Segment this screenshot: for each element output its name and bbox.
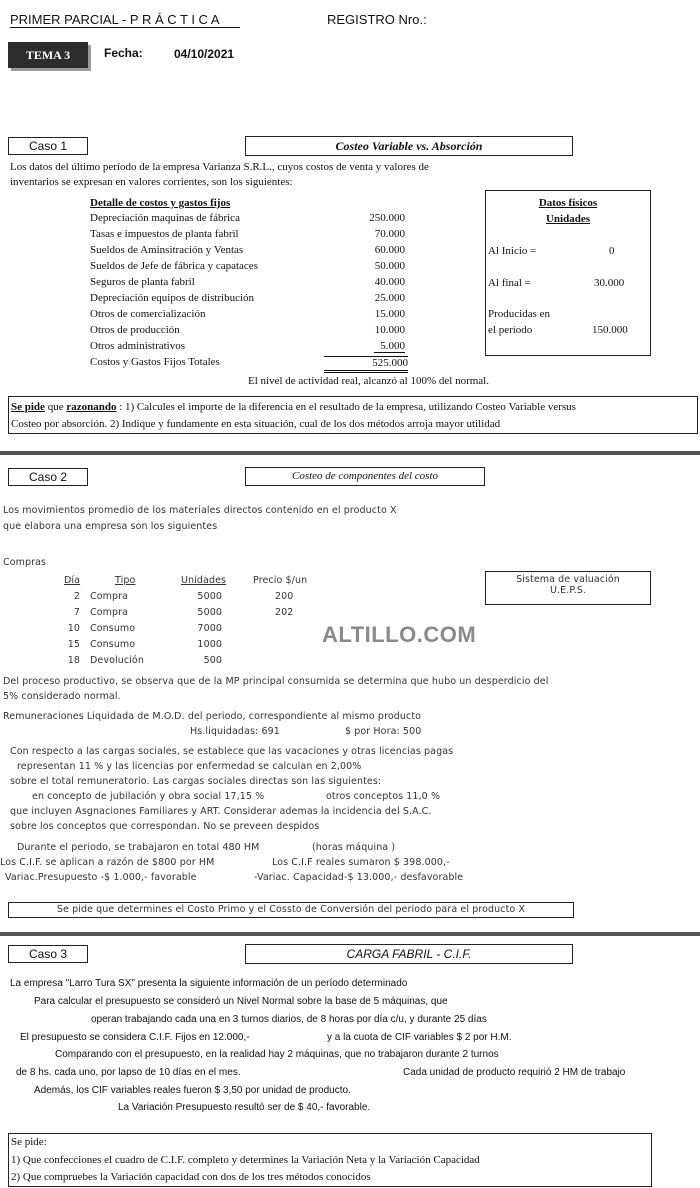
datos-sub: Unidades (545, 213, 591, 225)
cost-value: 50.000 (374, 260, 405, 272)
caso1-se-pide-box (8, 396, 698, 434)
se-pide-rest-1: : 1) Calcules el importe de la diferencia en el resultado de la empresa, utilizando Costeo Variable versus (116, 401, 576, 413)
caso3-pide-2: 1) Que confecciones el cuadro de C.I.F. completo y determines la Variación Neta y la Variación Capacidad (11, 1154, 480, 1166)
al-final-label: Al final = (488, 277, 531, 289)
cost-label: Tasas e impuestos de planta fabril (90, 228, 239, 240)
cost-label: Sueldos de Aminsitración y Ventas (90, 244, 244, 256)
movimientos-table (40, 591, 340, 671)
tema-badge (8, 42, 88, 68)
cost-row (90, 340, 408, 356)
detail-header: Detalle de costos y gastos fijos (90, 197, 231, 209)
table-row (40, 623, 340, 639)
table-row (40, 591, 340, 607)
caso3-l8: La Variación Presupuesto resultó ser de $ 40,- favorable. (118, 1102, 371, 1113)
cost-row (90, 276, 408, 292)
cell-tipo: Compra (90, 607, 129, 618)
producidas-label-1: Producidas en (488, 308, 551, 320)
caso2-intro-2: que elabora una empresa son los siguientes (3, 521, 218, 532)
caso2-intro-1: Los movimientos promedio de los materiales directos contenido en el producto X (3, 505, 397, 516)
caso2-p11: Los C.I.F. se aplican a razón de $800 por HM (0, 857, 215, 868)
page-title: PRIMER PARCIAL - P R Á C T I C A (10, 12, 220, 27)
caso2-p9: sobre los conceptos que correspondan. No se preveen despidos (10, 821, 320, 832)
caso2-p12b: -Variac. Capacidad-$ 13.000,- desfavorable (254, 872, 464, 883)
cost-value: 10.000 (374, 324, 405, 336)
caso2-p7: en concepto de jubilación y obra social 17,15 % (32, 791, 265, 802)
title-underline (10, 27, 240, 28)
cost-row (90, 324, 408, 340)
caso3-l5: Comparando con el presupuesto, en la realidad hay 2 máquinas, que no trabajaron durante 2 turnos (55, 1049, 499, 1060)
sistema-value: U.E.P.S. (549, 585, 587, 596)
caso2-p12: Variac.Presupuesto -$ 1.000,- favorable (5, 872, 197, 883)
caso3-se-pide-box (8, 1133, 652, 1187)
cost-label: Sueldos de Jefe de fábrica y capataces (90, 260, 258, 272)
cost-value: 70.000 (374, 228, 405, 240)
hs-liquidadas: Hs.liquidadas: 691 (190, 726, 280, 737)
cost-total-label: Costos y Gastos Fijos Totales (90, 356, 220, 368)
caso2-se-pide: Se pide que determines el Costo Primo y el Cossto de Conversión del periodo para el producto X (8, 902, 574, 918)
cell-tipo: Consumo (90, 639, 136, 650)
cell-dia: 10 (67, 623, 80, 634)
caso2-p3: Remuneraciones Liquidada de M.O.D. del periodo, correspondiente al mismo producto (3, 711, 422, 722)
col-tipo: Tipo (115, 575, 136, 586)
cost-row (90, 244, 408, 260)
caso3-l6: de 8 hs. cada uno, por lapso de 10 días en el mes. (16, 1067, 241, 1078)
caso1-se-pide-line-1 (11, 401, 576, 413)
producidas-label-2: el período (488, 324, 533, 336)
col-dia: Día (64, 575, 81, 586)
al-final-value: 30.000 (594, 277, 625, 289)
al-inicio-label: Al Inicio = (488, 245, 537, 257)
cost-row (90, 228, 408, 244)
section-divider (0, 932, 700, 936)
table-row (40, 607, 340, 623)
cost-label: Depreciación maquinas de fábrica (90, 212, 240, 224)
table-row (40, 639, 340, 655)
caso3-l1: La empresa "Larro Tura SX" presenta la siguiente información de un período determinado (10, 978, 408, 989)
caso1-intro-2: inventarios se expresan en valores corrientes, son los siguientes: (10, 176, 293, 188)
section-divider (0, 451, 700, 455)
cell-unidades: 500 (203, 655, 222, 666)
caso2-p11b: Los C.I.F reales sumaron $ 398.000,- (272, 857, 450, 868)
cost-value: 5.000 (374, 340, 405, 353)
caso3-title: CARGA FABRIL - C.I.F. (245, 944, 573, 964)
cost-row (90, 212, 408, 228)
cost-row (90, 292, 408, 308)
caso2-label: Caso 2 (8, 468, 88, 486)
cost-total-value: 525.000 (324, 356, 408, 373)
caso3-pide-3: 2) Que compruebes la Variación capacidad con dos de los tres métodos conocidos (11, 1171, 371, 1183)
cost-label: Otros administrativos (90, 340, 186, 352)
se-pide-label: Se pide (11, 401, 45, 413)
caso2-p7b: otros conceptos 11,0 % (326, 791, 441, 802)
tema-label: TEMA 3 (25, 48, 71, 62)
caso3-l6b: Cada unidad de producto requirió 2 HM de trabajo (403, 1067, 626, 1078)
caso3-l3: operan trabajando cada una en 3 turnos diarios, de 8 horas por día c/u, y durante 25 días (91, 1014, 487, 1025)
nivel-actividad: El nivel de actividad real, alcanzó al 100% del normal. (248, 375, 489, 387)
col-precio: Precio $/un (253, 575, 308, 586)
cell-tipo: Devolución (90, 655, 144, 666)
producidas-value: 150.000 (592, 324, 628, 336)
caso1-se-pide-line-2: Costeo por absorción. 2) Indique y fundamente en esta situación, cual de los dos métodos arroja mayor utilidad (11, 418, 501, 430)
cell-tipo: Consumo (90, 623, 136, 634)
por-hora: $ por Hora: 500 (345, 726, 422, 737)
sistema-valuacion-box (485, 571, 651, 605)
compras-label: Compras (3, 557, 47, 568)
caso3-pide-1: Se pide: (11, 1136, 47, 1148)
cell-precio: 200 (275, 591, 294, 602)
cost-value: 60.000 (374, 244, 405, 256)
cell-unidades: 5000 (197, 607, 222, 618)
caso2-p10b: (horas máquina ) (312, 842, 396, 853)
fecha-label: Fecha: (104, 46, 143, 60)
fecha-value: 04/10/2021 (174, 47, 235, 61)
caso2-title: Costeo de componentes del costo (245, 467, 485, 486)
caso2-p2: 5% considerado normal. (3, 691, 121, 702)
cost-row (90, 260, 408, 276)
cost-total-row (90, 356, 408, 372)
cost-value: 15.000 (374, 308, 405, 320)
cell-unidades: 5000 (197, 591, 222, 602)
caso3-l4: El presupuesto se considera C.I.F. Fijos en 12.000,- (20, 1032, 250, 1043)
registro-label: REGISTRO Nro.: (327, 12, 427, 27)
cost-value: 25.000 (374, 292, 405, 304)
cost-row (90, 308, 408, 324)
col-unidades: Unidades (181, 575, 227, 586)
caso3-label: Caso 3 (8, 945, 88, 963)
cell-precio: 202 (275, 607, 294, 618)
se-pide-que: que (44, 401, 67, 413)
cell-unidades: 7000 (197, 623, 222, 634)
watermark: ALTILLO.COM (322, 622, 477, 647)
al-inicio-value: 0 (609, 245, 615, 257)
caso2-p1: Del proceso productivo, se observa que de la MP principal consumida se determina que hubo un desperdicio del (3, 676, 549, 687)
caso2-p8: que incluyen Asgnaciones Familiares y ART. Considerar ademas la incidencia del S.A.C. (10, 806, 432, 817)
cost-label: Otros de producción (90, 324, 180, 336)
caso2-p10: Durante el periodo, se trabajaron en total 480 HM (17, 842, 260, 853)
cost-value: 250.000 (369, 212, 405, 224)
cell-tipo: Compra (90, 591, 129, 602)
caso1-intro-1: Los datos del último período de la empresa Varianza S.R.L., cuyos costos de venta y valores de (10, 161, 429, 173)
caso1-label: Caso 1 (8, 137, 88, 155)
sistema-label: Sistema de valuación (516, 574, 620, 585)
cell-dia: 18 (67, 655, 80, 666)
cost-label: Depreciación equipos de distribución (90, 292, 255, 304)
caso3-l2: Para calcular el presupuesto se consideró un Nivel Normal sobre la base de 5 máquinas, que (34, 996, 448, 1007)
caso2-p4: Con respecto a las cargas sociales, se establece que las vacaciones y otras licencias pagas (10, 746, 454, 757)
datos-title: Datos físicos (538, 197, 598, 209)
cost-label: Otros de comercialización (90, 308, 206, 320)
caso2-p6: sobre el total remuneratorio. Las cargas sociales directas son las siguientes: (10, 776, 382, 787)
cost-value: 40.000 (374, 276, 405, 288)
cost-label: Seguros de planta fabril (90, 276, 195, 288)
caso3-l4b: y a la cuota de CIF variables $ 2 por H.M. (327, 1032, 512, 1043)
caso3-l7: Además, los CIF variables reales fueron $ 3,50 por unidad de producto. (34, 1085, 351, 1096)
datos-fisicos-box (485, 190, 651, 356)
cell-unidades: 1000 (197, 639, 222, 650)
caso1-title: Costeo Variable vs. Absorción (245, 136, 573, 156)
table-row (40, 655, 340, 671)
costs-table (90, 212, 408, 372)
caso2-p5: representan 11 % y las licencias por enfermedad se calculan en 2,00% (17, 761, 362, 772)
cell-dia: 15 (67, 639, 80, 650)
cell-dia: 7 (73, 607, 80, 618)
razonando-label: razonando (66, 401, 117, 413)
cell-dia: 2 (73, 591, 80, 602)
